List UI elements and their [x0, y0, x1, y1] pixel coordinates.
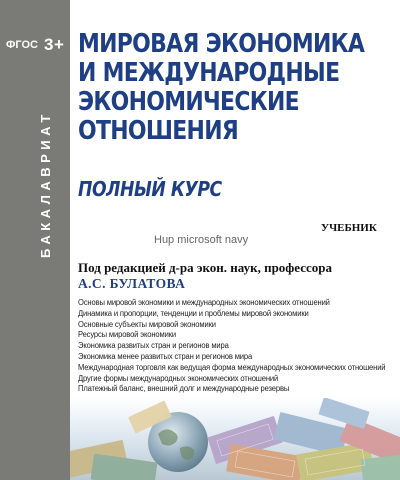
contents-item: Экономика менее развитых стран и регионов мира: [78, 351, 253, 361]
side-band: [0, 0, 70, 480]
title-line: ОТНОШЕНИЯ: [78, 116, 239, 146]
fgos-number: 3+: [43, 35, 65, 54]
banknotes-image: [70, 398, 400, 480]
book-title: [78, 29, 365, 146]
contents-item: Основные субъекты мировой экономики: [78, 319, 216, 329]
contents-item: Ресурсы мировой экономики: [78, 330, 176, 340]
fgos-badge: [6, 34, 66, 56]
title-line: МИРОВАЯ ЭКОНОМИКА: [78, 29, 365, 59]
contents-item: Международная торговля как ведущая форма международных экономических отношений: [78, 362, 386, 372]
contents-list: [78, 298, 398, 395]
editor-line: Под редакцией д-ра экон. наук, профессора: [78, 260, 332, 275]
level-label: БАКАЛАВРИАТ: [38, 110, 53, 258]
contents-item: Платежный баланс, внешний долг и международные резервы: [78, 384, 290, 394]
contents-item: Другие формы международных экономических отношений: [78, 373, 279, 383]
contents-item: Динамика и пропорции, тенденции и проблемы мировой экономики: [78, 308, 309, 318]
title-line: И МЕЖДУНАРОДНЫЕ: [78, 58, 340, 88]
editor-name: А.С. БУЛАТОВА: [78, 276, 186, 291]
book-subtitle: ПОЛНЫЙ КУРС: [78, 177, 222, 201]
title-line: ЭКОНОМИЧЕСКИЕ: [78, 87, 299, 117]
contents-item: Экономика развитых стран и регионов мира: [78, 341, 229, 351]
fgos-label: ФГОС: [6, 39, 38, 51]
book-type-label: УЧЕБНИК: [321, 222, 377, 234]
contents-item: Основы мировой экономики и международных экономических отношений: [78, 298, 330, 307]
watermark-text: Hup microsoft navy: [154, 234, 249, 246]
